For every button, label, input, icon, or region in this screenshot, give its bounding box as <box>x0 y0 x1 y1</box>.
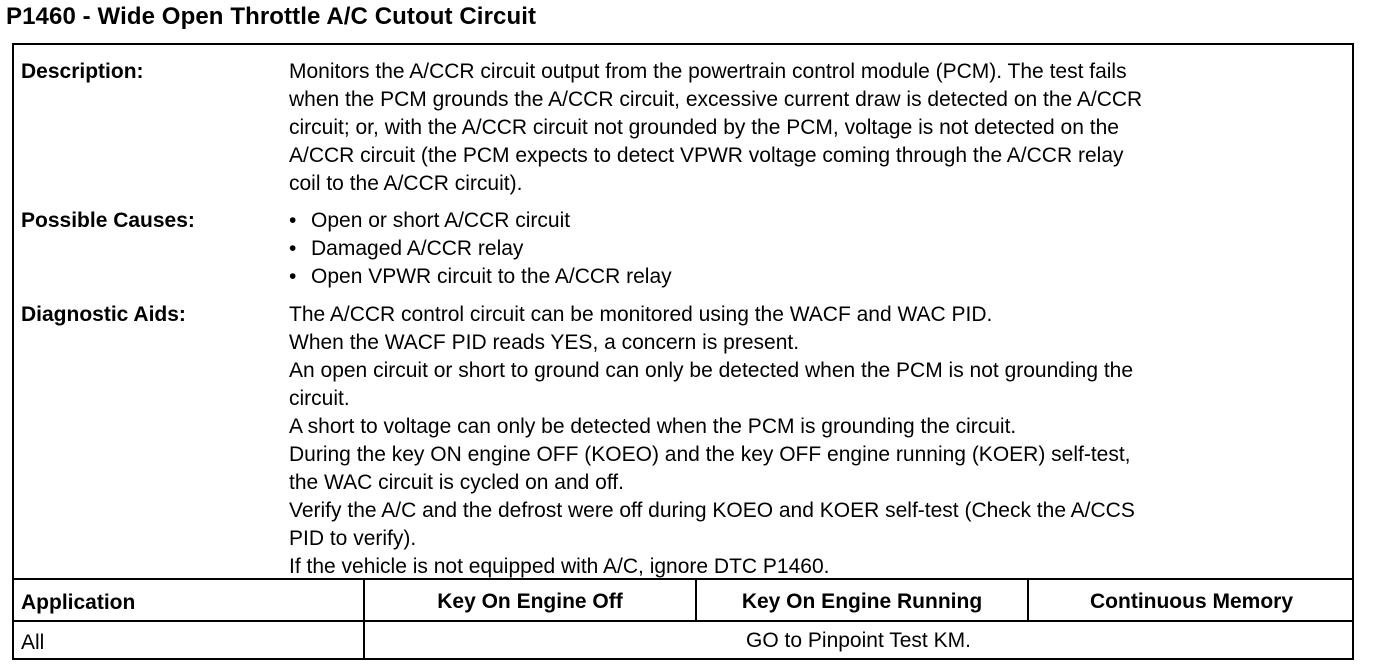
table-divider <box>14 620 1352 622</box>
diagnostic-aid-line: circuit. <box>289 387 350 410</box>
cause-item: • Open VPWR circuit to the A/CCR relay <box>289 263 1347 291</box>
description-line: A/CCR circuit (the PCM expects to detect VPWR voltage coming through the A/CCR relay <box>289 144 1124 167</box>
description-line: Monitors the A/CCR circuit output from the powertrain control module (PCM). The test fails <box>289 60 1127 83</box>
possible-causes-list <box>289 207 1347 291</box>
cause-item: • Damaged A/CCR relay <box>289 235 1347 263</box>
description-line: coil to the A/CCR circuit). <box>289 172 523 195</box>
cell-action: GO to Pinpoint Test KM. <box>746 629 971 652</box>
possible-causes-label: Possible Causes: <box>21 209 195 232</box>
diagnostic-aid-line: the WAC circuit is cycled on and off. <box>289 471 624 494</box>
diagnostic-aid-line: PID to verify). <box>289 527 417 550</box>
diagnostic-aid-line: A short to voltage can only be detected when the PCM is grounding the circuit. <box>289 415 1017 438</box>
diagnostic-aid-line: During the key ON engine OFF (KOEO) and the key OFF engine running (KOER) self-test, <box>289 443 1131 466</box>
dtc-table <box>12 43 1354 660</box>
table-divider <box>14 578 1352 580</box>
header-application: Application <box>21 591 136 614</box>
diagnostic-aid-line: Verify the A/C and the defrost were off during KOEO and KOER self-test (Check the A/CCS <box>289 499 1135 522</box>
description-line: circuit; or, with the A/CCR circuit not grounded by the PCM, voltage is not detected on the <box>289 116 1119 139</box>
diagnostic-aid-line: When the WACF PID reads YES, a concern is present. <box>289 331 800 354</box>
description-label: Description: <box>21 60 144 83</box>
diagnostic-aid-line: If the vehicle is not equipped with A/C, ignore DTC P1460. <box>289 555 830 578</box>
header-continuous-memory: Continuous Memory <box>1090 590 1293 613</box>
diagnostic-aid-line: The A/CCR control circuit can be monitored using the WACF and WAC PID. <box>289 303 993 326</box>
cell-application: All <box>21 631 45 654</box>
diagnostic-aid-line: An open circuit or short to ground can only be detected when the PCM is not grounding the <box>289 359 1134 382</box>
header-koeo: Key On Engine Off <box>437 590 623 613</box>
description-line: when the PCM grounds the A/CCR circuit, excessive current draw is detected on the A/CCR <box>289 88 1143 111</box>
cause-item: • Open or short A/CCR circuit <box>289 207 1347 235</box>
header-koer: Key On Engine Running <box>741 590 983 613</box>
diagnostic-aids-label: Diagnostic Aids: <box>21 303 186 326</box>
page-title: P1460 - Wide Open Throttle A/C Cutout Circuit <box>6 3 537 30</box>
diagnostic-aids-text <box>289 301 1347 581</box>
description-text <box>289 58 1347 198</box>
